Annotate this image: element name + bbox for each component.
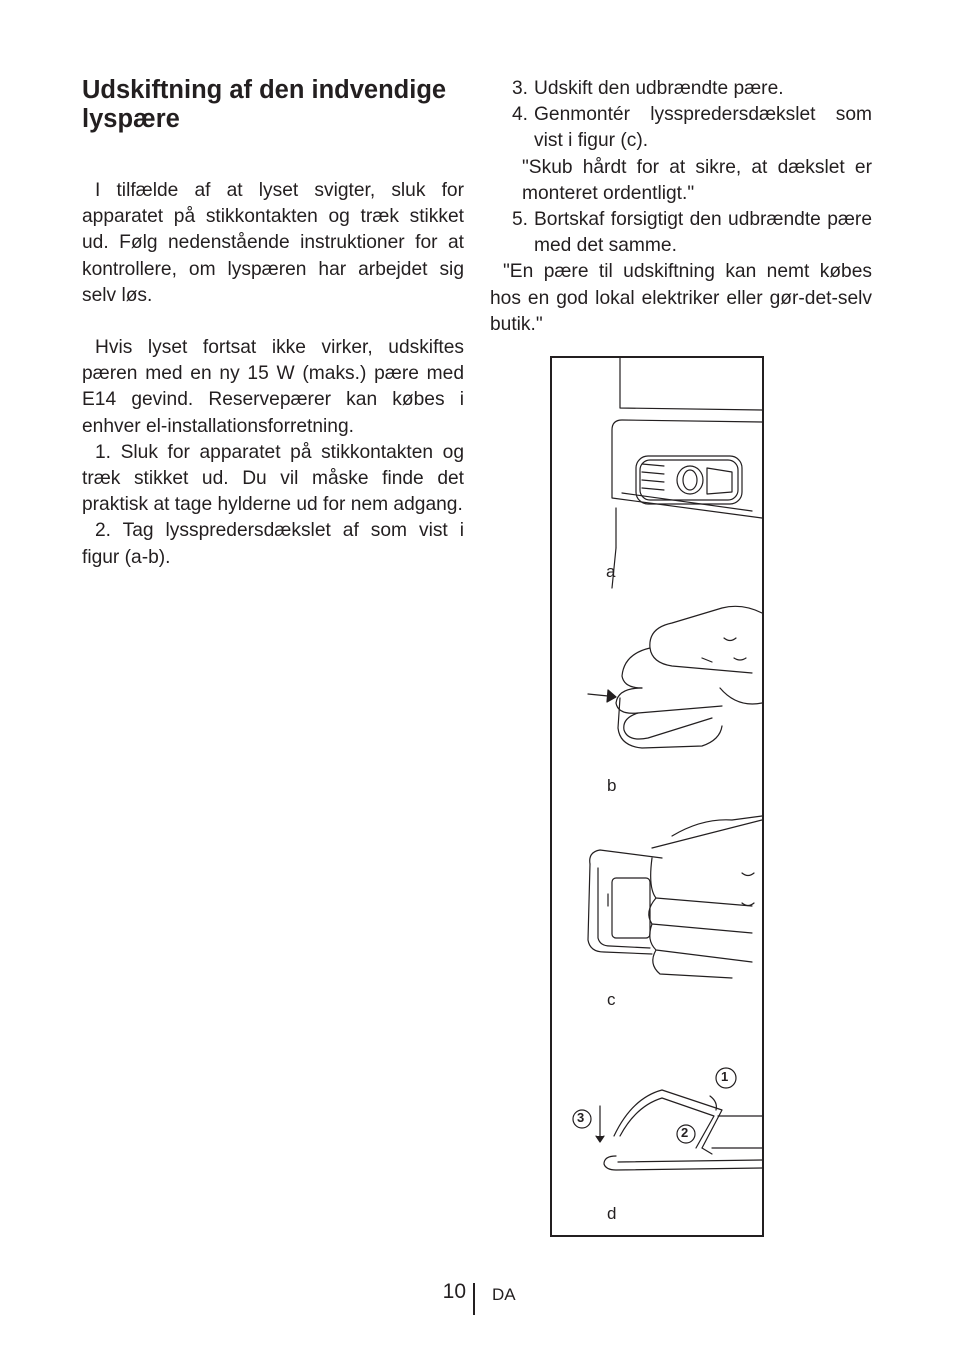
figure-label-c: c: [607, 990, 616, 1009]
figure-b-hand-removing-cover: [588, 606, 762, 748]
page-number: 10: [442, 1280, 466, 1303]
step-4-number: 4.: [511, 104, 528, 126]
illustration-drawing: [552, 358, 762, 1235]
step-4-note: "Skub hårdt for at sikre, at dækslet er monteret ordentligt.": [522, 156, 872, 204]
step-2: 2. Tag lysspredersdækslet af som vist i figur (a-b).: [82, 520, 464, 568]
callout-2: 2: [681, 1125, 689, 1140]
step-5-number: 5.: [511, 209, 528, 231]
step-3-number: 3.: [511, 78, 528, 99]
page-title: Udskiftning af den indvendige lyspære: [82, 76, 447, 133]
figure-a-lamp-housing: [612, 358, 762, 588]
right-column: [490, 76, 872, 338]
bulb-replacement-figure: [550, 356, 764, 1237]
figure-label-a: a: [606, 562, 616, 581]
step-3-text: Udskift den udbrændte pære.: [534, 78, 784, 99]
figure-d-cover-detail: [573, 1068, 762, 1170]
figure-label-b: b: [607, 776, 617, 795]
purchase-note: "En pære til udskiftning kan nemt købes hos en god lokal elektriker eller gør-det-selv butik.": [490, 261, 872, 335]
step-1: 1. Sluk for apparatet på stikkontakten og træk stikket ud. Du vil måske finde det praktisk at tage hylderne ud for nem adgang.: [82, 441, 464, 516]
left-column: [82, 76, 464, 571]
figure-c-refitting-cover: [588, 816, 762, 978]
step-3: [490, 76, 872, 102]
intro-paragraph: I tilfælde af at lyset svigter, sluk for apparatet på stikkontakten og træk stikket ud. Følg nedenstående instruktioner for at kontrollere, om lyspæren har arbejdet sig selv løs.: [82, 180, 464, 306]
replacement-paragraph: Hvis lyset fortsat ikke virker, udskiftes pæren med en ny 15 W (maks.) pære med E14 gevind. Reservepærer kan købes i enhver el-installationsforretning.: [82, 337, 464, 437]
callout-3: 3: [577, 1110, 585, 1125]
figure-label-d: d: [607, 1204, 617, 1223]
step-4-text: Genmontér lysspredersdækslet som vist i figur (c).: [534, 104, 872, 152]
callout-1: 1: [721, 1069, 729, 1084]
footer-divider: [473, 1283, 475, 1315]
step-4: [490, 102, 872, 154]
step-5: [490, 207, 872, 259]
step-5-text: Bortskaf forsigtigt den udbrændte pære med det samme.: [534, 209, 872, 257]
language-code: DA: [492, 1285, 516, 1304]
